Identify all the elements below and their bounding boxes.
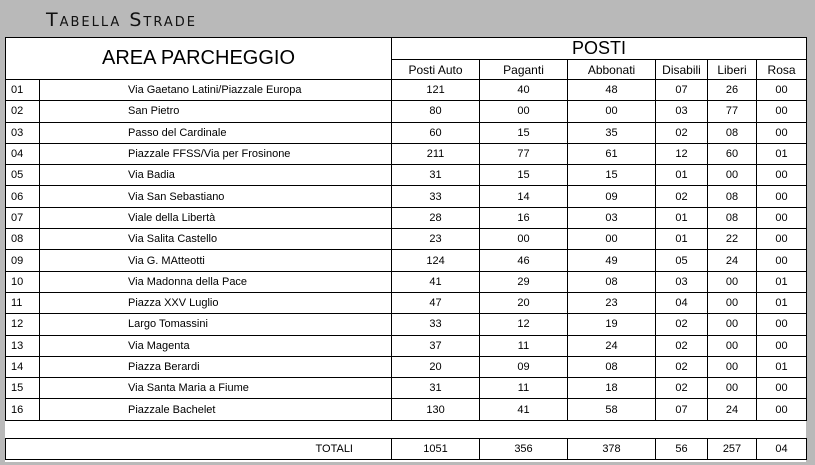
- row-number: 02: [6, 101, 40, 122]
- disabili-cell: 07: [656, 399, 708, 420]
- liberi-cell: 00: [708, 165, 757, 186]
- table-row: [6, 250, 807, 271]
- rosa-cell: 00: [757, 186, 807, 207]
- area-name: Largo Tomassini: [40, 314, 392, 335]
- row-number: 12: [6, 314, 40, 335]
- liberi-cell: 00: [708, 314, 757, 335]
- posti-auto-cell: 124: [392, 250, 480, 271]
- disabili-cell: 01: [656, 165, 708, 186]
- col-posti-auto: Posti Auto: [392, 60, 480, 80]
- disabili-cell: 07: [656, 80, 708, 101]
- posti-auto-cell: 47: [392, 292, 480, 313]
- abbonati-cell: 00: [568, 101, 656, 122]
- posti-auto-cell: 130: [392, 399, 480, 420]
- total-posti-auto: 1051: [392, 439, 480, 460]
- liberi-cell: 08: [708, 186, 757, 207]
- area-name: Via Gaetano Latini/Piazzale Europa: [40, 80, 392, 101]
- disabili-cell: 01: [656, 229, 708, 250]
- paganti-cell: 16: [480, 207, 568, 228]
- col-disabili: Disabili: [656, 60, 708, 80]
- paganti-cell: 11: [480, 378, 568, 399]
- disabili-cell: 02: [656, 122, 708, 143]
- posti-auto-cell: 31: [392, 378, 480, 399]
- rosa-cell: 00: [757, 122, 807, 143]
- paganti-cell: 12: [480, 314, 568, 335]
- col-abbonati: Abbonati: [568, 60, 656, 80]
- liberi-cell: 00: [708, 271, 757, 292]
- divider: [5, 426, 806, 437]
- paganti-cell: 46: [480, 250, 568, 271]
- paganti-cell: 77: [480, 143, 568, 164]
- area-name: Viale della Libertà: [40, 207, 392, 228]
- posti-auto-cell: 33: [392, 186, 480, 207]
- row-number: 10: [6, 271, 40, 292]
- liberi-cell: 60: [708, 143, 757, 164]
- disabili-cell: 02: [656, 378, 708, 399]
- table-row: [6, 271, 807, 292]
- total-liberi: 257: [708, 439, 757, 460]
- area-name: Passo del Cardinale: [40, 122, 392, 143]
- rosa-cell: 00: [757, 80, 807, 101]
- totals-label: TOTALI: [6, 439, 392, 460]
- abbonati-cell: 19: [568, 314, 656, 335]
- rosa-cell: 01: [757, 143, 807, 164]
- col-liberi: Liberi: [708, 60, 757, 80]
- table-row: [6, 143, 807, 164]
- paganti-cell: 40: [480, 80, 568, 101]
- rosa-cell: 00: [757, 165, 807, 186]
- paganti-cell: 14: [480, 186, 568, 207]
- abbonati-cell: 08: [568, 356, 656, 377]
- area-name: Piazzale Bachelet: [40, 399, 392, 420]
- liberi-cell: 00: [708, 335, 757, 356]
- area-name: Via G. MAtteotti: [40, 250, 392, 271]
- totals-table: [5, 438, 807, 460]
- disabili-cell: 02: [656, 356, 708, 377]
- disabili-cell: 02: [656, 335, 708, 356]
- row-number: 04: [6, 143, 40, 164]
- abbonati-cell: 23: [568, 292, 656, 313]
- posti-auto-cell: 20: [392, 356, 480, 377]
- row-number: 07: [6, 207, 40, 228]
- area-name: San Pietro: [40, 101, 392, 122]
- area-name: Via Madonna della Pace: [40, 271, 392, 292]
- row-number: 09: [6, 250, 40, 271]
- abbonati-cell: 58: [568, 399, 656, 420]
- rosa-cell: 00: [757, 378, 807, 399]
- abbonati-cell: 61: [568, 143, 656, 164]
- disabili-cell: 12: [656, 143, 708, 164]
- row-number: 01: [6, 80, 40, 101]
- table-row: [6, 122, 807, 143]
- abbonati-cell: 03: [568, 207, 656, 228]
- area-header: AREA PARCHEGGIO: [6, 38, 392, 80]
- row-number: 16: [6, 399, 40, 420]
- col-rosa: Rosa: [757, 60, 807, 80]
- table-row: [6, 356, 807, 377]
- paganti-cell: 09: [480, 356, 568, 377]
- row-number: 11: [6, 292, 40, 313]
- total-paganti: 356: [480, 439, 568, 460]
- posti-auto-cell: 41: [392, 271, 480, 292]
- rosa-cell: 01: [757, 292, 807, 313]
- liberi-cell: 08: [708, 122, 757, 143]
- liberi-cell: 00: [708, 356, 757, 377]
- table-row: [6, 378, 807, 399]
- liberi-cell: 24: [708, 399, 757, 420]
- disabili-cell: 02: [656, 314, 708, 335]
- disabili-cell: 02: [656, 186, 708, 207]
- disabili-cell: 04: [656, 292, 708, 313]
- abbonati-cell: 18: [568, 378, 656, 399]
- paganti-cell: 15: [480, 122, 568, 143]
- parking-table-sheet: [5, 37, 806, 462]
- abbonati-cell: 00: [568, 229, 656, 250]
- paganti-cell: 15: [480, 165, 568, 186]
- paganti-cell: 20: [480, 292, 568, 313]
- table-row: [6, 292, 807, 313]
- liberi-cell: 24: [708, 250, 757, 271]
- abbonati-cell: 15: [568, 165, 656, 186]
- table-row: [6, 229, 807, 250]
- area-name: Via Santa Maria a Fiume: [40, 378, 392, 399]
- area-name: Piazza XXV Luglio: [40, 292, 392, 313]
- rosa-cell: 00: [757, 399, 807, 420]
- posti-auto-cell: 37: [392, 335, 480, 356]
- liberi-cell: 08: [708, 207, 757, 228]
- table-body: [6, 80, 807, 421]
- table-row: [6, 314, 807, 335]
- rosa-cell: 00: [757, 314, 807, 335]
- posti-header: POSTI: [392, 38, 807, 60]
- liberi-cell: 00: [708, 292, 757, 313]
- posti-auto-cell: 80: [392, 101, 480, 122]
- total-abbonati: 378: [568, 439, 656, 460]
- paganti-cell: 29: [480, 271, 568, 292]
- liberi-cell: 00: [708, 378, 757, 399]
- rosa-cell: 00: [757, 207, 807, 228]
- paganti-cell: 00: [480, 101, 568, 122]
- area-name: Via Magenta: [40, 335, 392, 356]
- row-number: 08: [6, 229, 40, 250]
- posti-auto-cell: 121: [392, 80, 480, 101]
- row-number: 06: [6, 186, 40, 207]
- table-row: [6, 399, 807, 420]
- posti-auto-cell: 23: [392, 229, 480, 250]
- area-name: Via San Sebastiano: [40, 186, 392, 207]
- liberi-cell: 22: [708, 229, 757, 250]
- liberi-cell: 77: [708, 101, 757, 122]
- total-rosa: 04: [757, 439, 807, 460]
- liberi-cell: 26: [708, 80, 757, 101]
- row-number: 05: [6, 165, 40, 186]
- paganti-cell: 41: [480, 399, 568, 420]
- rosa-cell: 00: [757, 101, 807, 122]
- disabili-cell: 05: [656, 250, 708, 271]
- abbonati-cell: 24: [568, 335, 656, 356]
- paganti-cell: 00: [480, 229, 568, 250]
- posti-auto-cell: 28: [392, 207, 480, 228]
- table-row: [6, 186, 807, 207]
- rosa-cell: 00: [757, 335, 807, 356]
- col-paganti: Paganti: [480, 60, 568, 80]
- abbonati-cell: 49: [568, 250, 656, 271]
- total-disabili: 56: [656, 439, 708, 460]
- posti-auto-cell: 31: [392, 165, 480, 186]
- area-name: Piazzale FFSS/Via per Frosinone: [40, 143, 392, 164]
- abbonati-cell: 09: [568, 186, 656, 207]
- disabili-cell: 03: [656, 101, 708, 122]
- area-name: Piazza Berardi: [40, 356, 392, 377]
- abbonati-cell: 48: [568, 80, 656, 101]
- row-number: 13: [6, 335, 40, 356]
- totals-row: [6, 439, 807, 460]
- posti-auto-cell: 33: [392, 314, 480, 335]
- table-row: [6, 80, 807, 101]
- rosa-cell: 00: [757, 229, 807, 250]
- abbonati-cell: 35: [568, 122, 656, 143]
- table-row: [6, 101, 807, 122]
- page-title: Tabella Strade: [46, 9, 197, 31]
- row-number: 14: [6, 356, 40, 377]
- paganti-cell: 11: [480, 335, 568, 356]
- rosa-cell: 00: [757, 250, 807, 271]
- area-name: Via Salita Castello: [40, 229, 392, 250]
- table-row: [6, 165, 807, 186]
- row-number: 15: [6, 378, 40, 399]
- abbonati-cell: 08: [568, 271, 656, 292]
- table-row: [6, 207, 807, 228]
- posti-auto-cell: 60: [392, 122, 480, 143]
- parking-table: [5, 37, 807, 421]
- table-row: [6, 335, 807, 356]
- disabili-cell: 01: [656, 207, 708, 228]
- row-number: 03: [6, 122, 40, 143]
- rosa-cell: 01: [757, 356, 807, 377]
- posti-auto-cell: 211: [392, 143, 480, 164]
- area-name: Via Badia: [40, 165, 392, 186]
- rosa-cell: 01: [757, 271, 807, 292]
- disabili-cell: 03: [656, 271, 708, 292]
